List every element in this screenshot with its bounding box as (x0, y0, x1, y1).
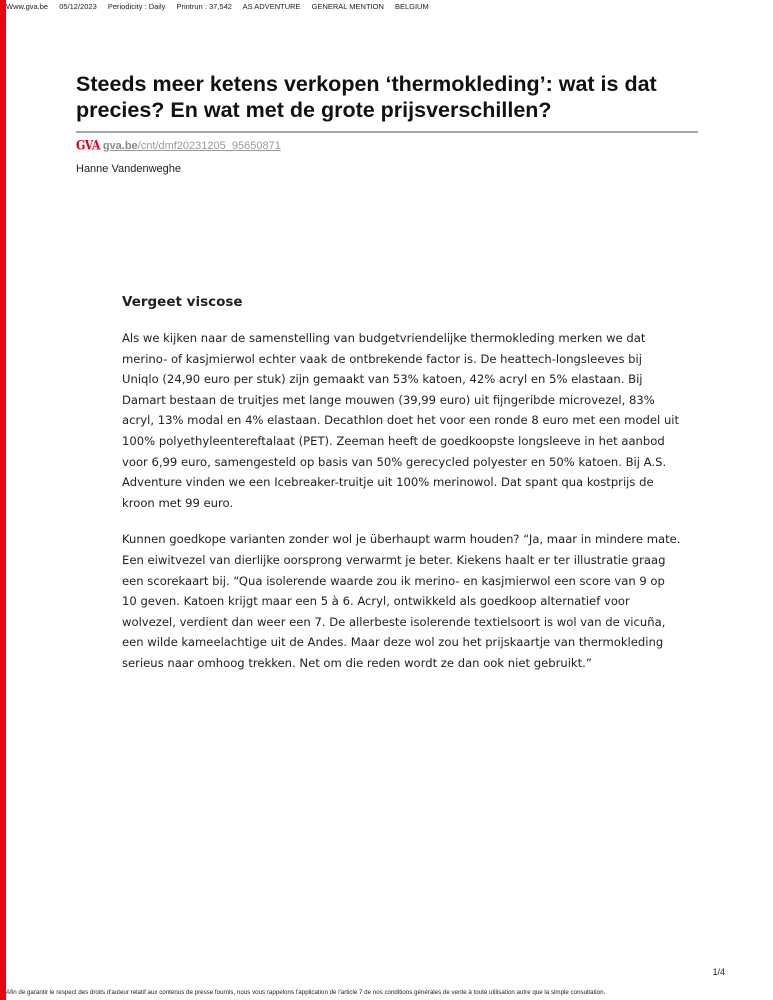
body-paragraph: Kunnen goedkope varianten zonder wol je überhaupt warm houden? “Ja, maar in mindere mate. Een eiwitvezel van dierlijke oorsprong verwarmt je beter. Kiekens haalt er ter illustratie graag een scorekaart bij. “Qua isolerende waarde zou ik merino- en kasjmierwol een score van 9 op 10 geven. Katoen krijgt maar een 5 à 6. Acryl, ontwikkeld als goedkoop alternatief voor wolvezel, verdient dan weer een 7. De allerbeste isolerende textielsoort is wol van de vicuña, een wilde kameelachtige uit de Andes. Maar deze wol zou het prijskaartje van thermokleding serieus naar omhoog trekken. Net om die reden wordt ze dan ook niet gebruikt.” (122, 532, 681, 670)
article-author: Hanne Vandenweghe (76, 163, 181, 175)
body-paragraph: Als we kijken naar de samenstelling van budgetvriendelijke thermokleding merken we dat merino- of kasjmierwol echter vaak de ontbrekende factor is. De heattech-longsleeves bij Uniqlo (24,90 euro per stuk) zijn gemaakt van 53% katoen, 42% acryl en 5% elastaan. Bij Damart bestaan de truitjes met lange mouwen (39,99 euro) uit fijngeribde microvezel, 83% acryl, 13% modal en 4% elastaan. Decathlon doet het voor een ronde 8 euro met een model uit 100% polyethyleentereftalaat (PET). Zeeman heeft de goedkoopste longsleeve in het aanbod voor 6,99 euro, samengesteld op basis van 50% gerecycled polyester en 50% katoen. Bij A.S. Adventure vinden we een Icebreaker-truitje uit 100% merinowol. Dat spant qua kostprijs de kroon met 99 euro. (122, 331, 680, 510)
meta-mention: GENERAL MENTION (311, 2, 384, 11)
source-path: /cnt/dmf20231205_95650871 (137, 139, 281, 152)
article-body (122, 292, 682, 690)
meta-printrun: Printrun : 37,542 (176, 2, 232, 11)
title-divider (76, 131, 698, 133)
red-accent-bar (0, 0, 6, 1000)
article-title: Steeds meer ketens verkopen ‘thermokleding’: wat is dat precies? En wat met de grote prijsverschillen? (76, 72, 657, 122)
meta-periodicity: Periodicity : Daily (107, 2, 166, 11)
source-domain: gva.be (102, 139, 138, 152)
press-metadata (6, 2, 438, 11)
meta-site: Www.gva.be (6, 2, 49, 11)
copyright-footer: Afin de garantir le respect des droits d'auteur relatif aux contenus de presse fournis, nous vous rappelons l'application de l'article 7 de nos conditions générales de vente à toute utilisation autre que la simple consultation. (6, 989, 606, 996)
page-number: 1/4 (712, 967, 725, 977)
section-heading: Vergeet viscose (122, 294, 243, 310)
meta-brand: AS ADVENTURE (242, 2, 301, 11)
article-source (76, 139, 281, 152)
source-link[interactable] (103, 140, 281, 152)
meta-date: 05/12/2023 (59, 2, 97, 11)
meta-country: BELGIUM (394, 2, 429, 11)
gva-logo-icon: GVA (76, 138, 100, 153)
